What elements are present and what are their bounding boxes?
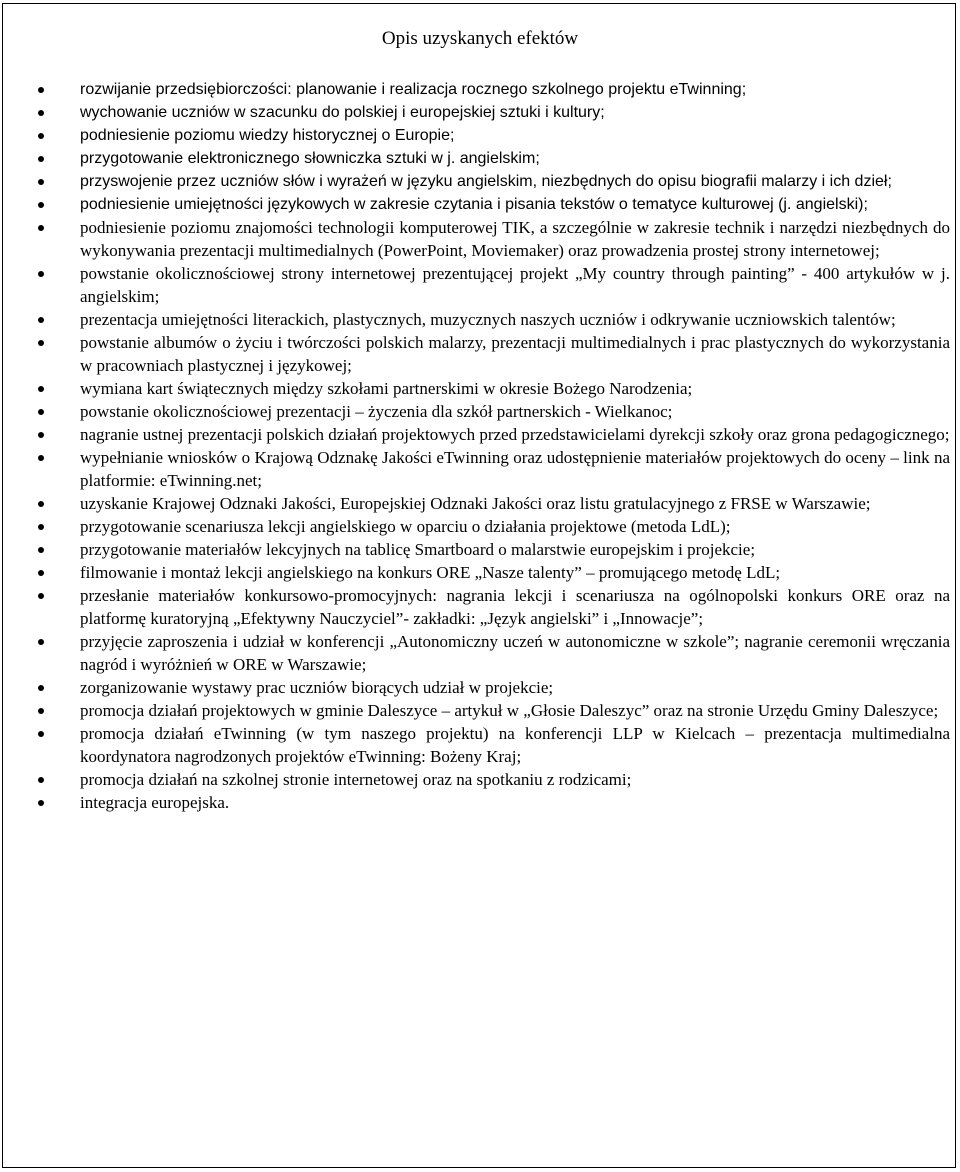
list-item xyxy=(0,147,960,170)
list-item-text: wypełnianie wniosków o Krajową Odznakę Jakości eTwinning oraz udostępnienie materiałów projektowych do oceny – link na platformie: eTwinning.net; xyxy=(80,448,950,490)
bullet-icon xyxy=(38,455,44,461)
list-item xyxy=(0,768,960,791)
bullet-icon xyxy=(38,225,44,231)
list-item-text: integracja europejska. xyxy=(80,793,230,812)
list-item-text: przesłanie materiałów konkursowo-promocyjnych: nagrania lekcji i scenariusza na ogólnopolski konkurs ORE oraz na platformę kuratoryjną „Efektywny Nauczyciel”- zakładki: „Język angielski” i „Innowacje”; xyxy=(80,586,950,628)
list-item-text: podniesienie poziomu wiedzy historycznej o Europie; xyxy=(80,127,455,144)
list-item xyxy=(0,262,960,308)
bullet-icon xyxy=(38,570,44,576)
list-item-text: powstanie okolicznościowej prezentacji – życzenia dla szkół partnerskich - Wielkanoc; xyxy=(80,402,673,421)
list-item xyxy=(0,170,960,193)
list-item xyxy=(0,101,960,124)
list-item-text: wymiana kart świątecznych między szkołami partnerskimi w okresie Bożego Narodzenia; xyxy=(80,379,693,398)
list-item-text: prezentacja umiejętności literackich, plastycznych, muzycznych naszych uczniów i odkrywanie uczniowskich talentów; xyxy=(80,310,896,329)
list-item-text: promocja działań projektowych w gminie Daleszyce – artykuł w „Głosie Daleszyc” oraz na stronie Urzędu Gminy Daleszyce; xyxy=(80,701,939,720)
bullet-icon xyxy=(38,133,44,139)
list-item xyxy=(0,561,960,584)
list-item-text: przyjęcie zaproszenia i udział w konferencji „Autonomiczny uczeń w autonomiczne w szkole”; nagranie ceremonii wręczania nagród i wyróżnień w ORE w Warszawie; xyxy=(80,632,950,674)
bullet-icon xyxy=(38,432,44,438)
list-item-text: nagranie ustnej prezentacji polskich działań projektowych przed przedstawicielami dyrekcji szkoły oraz grona pedagogicznego; xyxy=(80,425,950,444)
list-item xyxy=(0,492,960,515)
list-item-text: powstanie okolicznościowej strony internetowej prezentującej projekt „My country through painting” - 400 artykułów w j. angielskim; xyxy=(80,264,950,306)
bullet-icon xyxy=(38,639,44,645)
list-item-text: zorganizowanie wystawy prac uczniów biorących udział w projekcie; xyxy=(80,678,554,697)
list-item xyxy=(0,791,960,814)
page-title: Opis uzyskanych efektów xyxy=(381,28,579,49)
list-item-text: przyswojenie przez uczniów słów i wyrażeń w języku angielskim, niezbędnych do opisu biografii malarzy i ich dzieł; xyxy=(80,173,892,190)
list-item-text: promocja działań eTwinning (w tym naszego projektu) na konferencji LLP w Kielcach – prezentacja multimedialna koordynatora nagrodzonych projektów eTwinning: Bożeny Kraj; xyxy=(80,724,950,766)
list-item-text: podniesienie poziomu znajomości technologii komputerowej TIK, a szczególnie w zakresie technik i narzędzi niezbędnych do wykonywania prezentacji multimedialnych (PowerPoint, Moviemaker) oraz prowadzenia prostej strony internetowej; xyxy=(80,218,950,260)
list-item xyxy=(0,515,960,538)
bullet-icon xyxy=(38,87,44,93)
list-item xyxy=(0,676,960,699)
effects-list xyxy=(0,78,960,814)
list-item-text: wychowanie uczniów w szacunku do polskiej i europejskiej sztuki i kultury; xyxy=(80,104,605,121)
list-item xyxy=(0,331,960,377)
list-item-text: filmowanie i montaż lekcji angielskiego na konkurs ORE „Nasze talenty” – promującego metodę LdL; xyxy=(80,563,781,582)
bullet-icon xyxy=(38,409,44,415)
list-item xyxy=(0,193,960,216)
bullet-icon xyxy=(38,386,44,392)
list-item-text: przygotowanie materiałów lekcyjnych na tablicę Smartboard o malarstwie europejskim i projekcie; xyxy=(80,540,756,559)
list-item-text: promocja działań na szkolnej stronie internetowej oraz na spotkaniu z rodzicami; xyxy=(80,770,632,789)
bullet-icon xyxy=(38,800,44,806)
bullet-icon xyxy=(38,202,44,208)
list-item xyxy=(0,630,960,676)
list-item-text: powstanie albumów o życiu i twórczości polskich malarzy, prezentacji multimedialnych i prac plastycznych do wykorzystania w pracowniach plastycznej i językowej; xyxy=(80,333,950,375)
list-item-text: uzyskanie Krajowej Odznaki Jakości, Europejskiej Odznaki Jakości oraz listu gratulacyjnego z FRSE w Warszawie; xyxy=(80,494,871,513)
bullet-icon xyxy=(38,708,44,714)
bullet-icon xyxy=(38,317,44,323)
list-item-text: przygotowanie scenariusza lekcji angielskiego w oparciu o działania projektowe (metoda LdL); xyxy=(80,517,731,536)
bullet-icon xyxy=(38,524,44,530)
list-item xyxy=(0,446,960,492)
list-item xyxy=(0,400,960,423)
list-item xyxy=(0,538,960,561)
list-item xyxy=(0,699,960,722)
bullet-icon xyxy=(38,340,44,346)
list-item xyxy=(0,308,960,331)
bullet-icon xyxy=(38,685,44,691)
list-item-text: przygotowanie elektronicznego słowniczka sztuki w j. angielskim; xyxy=(80,150,540,167)
list-item xyxy=(0,124,960,147)
bullet-icon xyxy=(38,110,44,116)
bullet-icon xyxy=(38,179,44,185)
bullet-icon xyxy=(38,156,44,162)
list-item xyxy=(0,584,960,630)
list-item xyxy=(0,78,960,101)
list-item xyxy=(0,377,960,400)
list-item-text: podniesienie umiejętności językowych w zakresie czytania i pisania tekstów o tematyce kulturowej (j. angielski); xyxy=(80,196,868,213)
bullet-icon xyxy=(38,547,44,553)
list-item xyxy=(0,722,960,768)
bullet-icon xyxy=(38,501,44,507)
list-item xyxy=(0,423,960,446)
bullet-icon xyxy=(38,777,44,783)
bullet-icon xyxy=(38,593,44,599)
bullet-icon xyxy=(38,271,44,277)
list-item-text: rozwijanie przedsiębiorczości: planowanie i realizacja rocznego szkolnego projektu eTwinning; xyxy=(80,81,747,98)
bullet-icon xyxy=(38,731,44,737)
list-item xyxy=(0,216,960,262)
